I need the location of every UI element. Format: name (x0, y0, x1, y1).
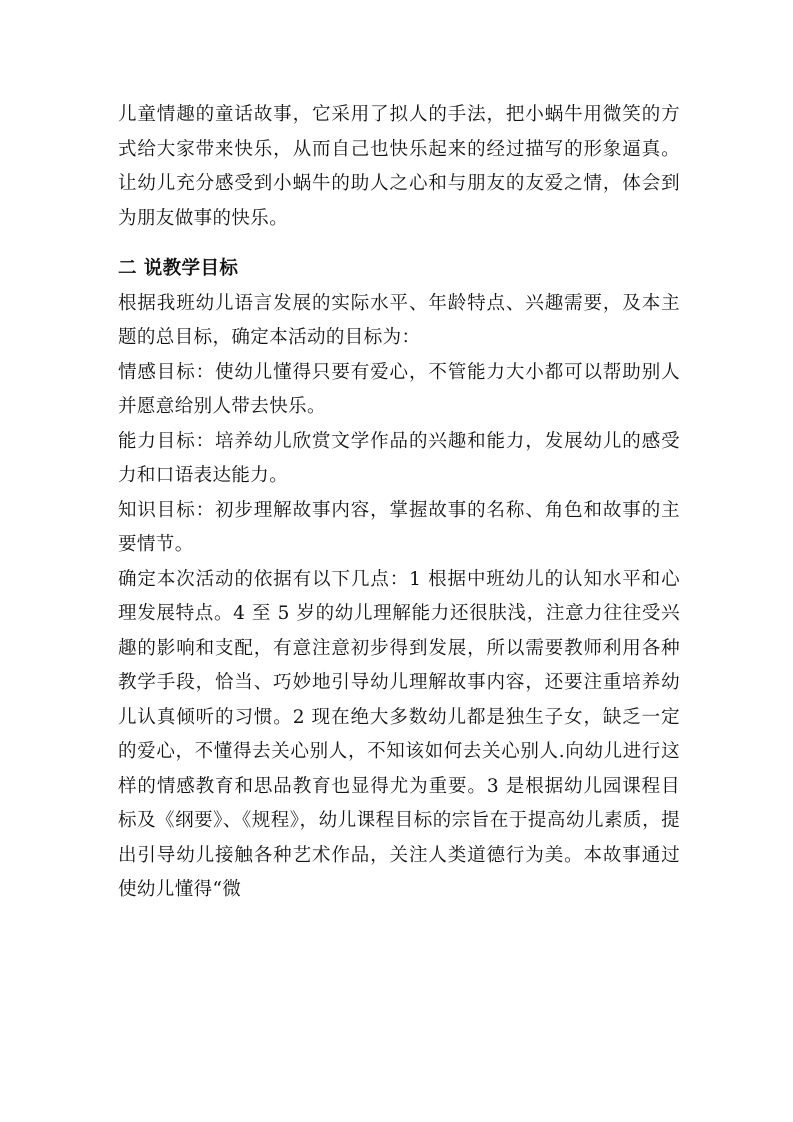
paragraph-knowledge-goal: 知识目标：初步理解故事内容，掌握故事的名称、角色和故事的主要情节。 (118, 499, 680, 555)
section-heading: 二 说教学目标 (118, 258, 239, 279)
paragraph-objectives-intro: 根据我班幼儿语言发展的实际水平、年龄特点、兴趣需要，及本主题的总目标，确定本活动的目标为： (118, 292, 680, 348)
paragraph-emotional-goal: 情感目标：使幼儿懂得只要有爱心，不管能力大小都可以帮助别人并愿意给别人带去快乐。 (118, 361, 680, 417)
paragraph-basis: 确定本次活动的依据有以下几点：1 根据中班幼儿的认知水平和心理发展特点。4 至 5 岁的幼儿理解能力还很肤浅，注意力往往受兴趣的影响和支配，有意注意初步得到发展，所以需要教师利用各种教学手段，恰当、巧妙地引导幼儿理解故事内容，还要注重培养幼儿认真倾听的习惯。2 现在绝大多数幼儿都是独生子女，缺乏一定的爱心，不懂得去关心别人，不知该如何去关心别人.向幼儿进行这样的情感教育和思品教育也显得尤为重要。3 是根据幼儿园课程目标及《纲要》、《规程》，幼儿课程目标的宗旨在于提高幼儿素质，提出引导幼儿接触各种艺术作品，关注人类道德行为美。本故事通过使幼儿懂得“微 (118, 568, 680, 900)
paragraph-intro: 儿童情趣的童话故事，它采用了拟人的手法，把小蜗牛用微笑的方式给大家带来快乐，从而自己也快乐起来的经过描写的形象逼真。让幼儿充分感受到小蜗牛的助人之心和与朋友的友爱之情，体会到为朋友做事的快乐。 (118, 104, 680, 229)
paragraph-ability-goal: 能力目标：培养幼儿欣赏文学作品的兴趣和能力，发展幼儿的感受力和口语表达能力。 (118, 430, 680, 486)
document-body (118, 98, 680, 908)
